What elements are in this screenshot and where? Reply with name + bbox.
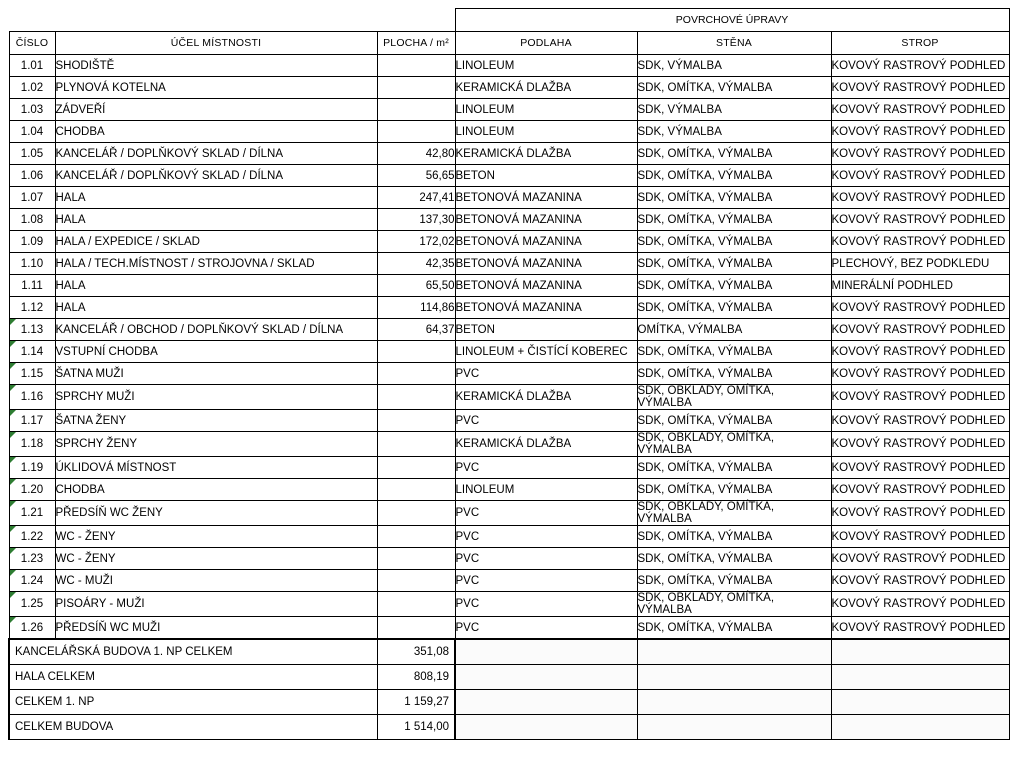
cell-ceiling-finish: KOVOVÝ RASTROVÝ PODHLED	[831, 187, 1009, 209]
cell-room-number: 1.21	[9, 501, 55, 526]
summary-body	[9, 639, 1009, 740]
cell-wall-finish: SDK, OMÍTKA, VÝMALBA	[637, 570, 831, 592]
cell-comment-marker-icon	[10, 592, 16, 598]
cell-wall-finish: SDK, OMÍTKA, VÝMALBA	[637, 617, 831, 640]
cell-floor-finish: PVC	[455, 570, 637, 592]
room-schedule-table	[8, 8, 1010, 740]
table-row	[9, 385, 1009, 410]
cell-room-number: 1.25	[9, 592, 55, 617]
cell-wall-finish: SDK, OMÍTKA, VÝMALBA	[637, 297, 831, 319]
cell-ceiling-finish: KOVOVÝ RASTROVÝ PODHLED	[831, 479, 1009, 501]
cell-room-number: 1.16	[9, 385, 55, 410]
table-row	[9, 253, 1009, 275]
cell-room-use: CHODBA	[55, 479, 377, 501]
cell-room-number: 1.08	[9, 209, 55, 231]
cell-ceiling-finish: KOVOVÝ RASTROVÝ PODHLED	[831, 592, 1009, 617]
cell-room-number: 1.13	[9, 319, 55, 341]
cell-ceiling-finish: KOVOVÝ RASTROVÝ PODHLED	[831, 319, 1009, 341]
cell-floor-finish: BETONOVÁ MAZANINA	[455, 253, 637, 275]
cell-floor-finish: LINOLEUM	[455, 55, 637, 77]
cell-room-area: 64,37	[377, 319, 455, 341]
table-row	[9, 209, 1009, 231]
cell-comment-marker-icon	[10, 548, 16, 554]
cell-room-use: ŠATNA ŽENY	[55, 410, 377, 432]
cell-room-use: ZÁDVEŘÍ	[55, 99, 377, 121]
summary-row	[9, 690, 1009, 715]
table-row	[9, 319, 1009, 341]
cell-room-number: 1.20	[9, 479, 55, 501]
cell-wall-finish: SDK, OMÍTKA, VÝMALBA	[637, 253, 831, 275]
header-group-surface-finishes: POVRCHOVÉ ÚPRAVY	[455, 9, 1009, 32]
cell-ceiling-finish: KOVOVÝ RASTROVÝ PODHLED	[831, 457, 1009, 479]
cell-comment-marker-icon	[10, 526, 16, 532]
cell-room-number: 1.22	[9, 526, 55, 548]
table-row	[9, 165, 1009, 187]
table-row	[9, 187, 1009, 209]
cell-floor-finish: BETONOVÁ MAZANINA	[455, 209, 637, 231]
cell-floor-finish: LINOLEUM	[455, 121, 637, 143]
table-row	[9, 548, 1009, 570]
summary-row	[9, 665, 1009, 690]
table-row	[9, 341, 1009, 363]
summary-blank-ceiling	[831, 639, 1009, 665]
cell-room-area	[377, 501, 455, 526]
cell-comment-marker-icon	[10, 410, 16, 416]
cell-wall-finish: SDK, OMÍTKA, VÝMALBA	[637, 410, 831, 432]
table-row	[9, 99, 1009, 121]
summary-blank-floor	[455, 639, 637, 665]
cell-floor-finish: BETON	[455, 165, 637, 187]
table-row	[9, 143, 1009, 165]
cell-room-use: VSTUPNÍ CHODBA	[55, 341, 377, 363]
summary-area: 808,19	[377, 665, 455, 690]
cell-wall-finish: OMÍTKA, VÝMALBA	[637, 319, 831, 341]
summary-label: CELKEM BUDOVA	[9, 715, 377, 740]
cell-floor-finish: KERAMICKÁ DLAŽBA	[455, 143, 637, 165]
cell-comment-marker-icon	[10, 570, 16, 576]
cell-room-use: WC - ŽENY	[55, 526, 377, 548]
cell-room-use: ŠATNA MUŽI	[55, 363, 377, 385]
cell-room-area	[377, 457, 455, 479]
cell-room-number: 1.03	[9, 99, 55, 121]
cell-floor-finish: PVC	[455, 592, 637, 617]
cell-wall-finish: SDK, OMÍTKA, VÝMALBA	[637, 77, 831, 99]
cell-floor-finish: BETONOVÁ MAZANINA	[455, 275, 637, 297]
cell-comment-marker-icon	[10, 479, 16, 485]
cell-room-use: HALA	[55, 187, 377, 209]
cell-room-use: KANCELÁŘ / DOPLŇKOVÝ SKLAD / DÍLNA	[55, 165, 377, 187]
cell-floor-finish: PVC	[455, 548, 637, 570]
cell-room-use: SPRCHY ŽENY	[55, 432, 377, 457]
cell-ceiling-finish: KOVOVÝ RASTROVÝ PODHLED	[831, 231, 1009, 253]
cell-room-use: SPRCHY MUŽI	[55, 385, 377, 410]
header-spacer-number	[9, 9, 55, 32]
summary-blank-ceiling	[831, 690, 1009, 715]
cell-room-area: 42,35	[377, 253, 455, 275]
cell-room-use: HALA	[55, 275, 377, 297]
cell-room-area: 42,80	[377, 143, 455, 165]
cell-room-number: 1.19	[9, 457, 55, 479]
cell-room-number: 1.11	[9, 275, 55, 297]
cell-room-area	[377, 55, 455, 77]
cell-room-number: 1.18	[9, 432, 55, 457]
cell-comment-marker-icon	[10, 501, 16, 507]
cell-room-use: WC - MUŽI	[55, 570, 377, 592]
cell-ceiling-finish: KOVOVÝ RASTROVÝ PODHLED	[831, 297, 1009, 319]
cell-room-number: 1.15	[9, 363, 55, 385]
cell-ceiling-finish: KOVOVÝ RASTROVÝ PODHLED	[831, 99, 1009, 121]
cell-room-number: 1.04	[9, 121, 55, 143]
cell-room-number: 1.05	[9, 143, 55, 165]
header-spacer-area	[377, 9, 455, 32]
summary-label: KANCELÁŘSKÁ BUDOVA 1. NP CELKEM	[9, 639, 377, 665]
cell-room-area: 172,02	[377, 231, 455, 253]
cell-wall-finish: SDK, OBKLADY, OMÍTKA, VÝMALBA	[637, 385, 831, 410]
cell-room-area	[377, 341, 455, 363]
cell-wall-finish: SDK, OMÍTKA, VÝMALBA	[637, 548, 831, 570]
cell-wall-finish: SDK, OMÍTKA, VÝMALBA	[637, 341, 831, 363]
summary-blank-wall	[637, 665, 831, 690]
table-row	[9, 77, 1009, 99]
cell-room-area	[377, 121, 455, 143]
summary-area: 1 514,00	[377, 715, 455, 740]
cell-comment-marker-icon	[10, 341, 16, 347]
cell-ceiling-finish: KOVOVÝ RASTROVÝ PODHLED	[831, 385, 1009, 410]
cell-room-use: HALA	[55, 209, 377, 231]
column-header-number: ČÍSLO	[9, 32, 55, 55]
summary-blank-wall	[637, 639, 831, 665]
cell-room-area	[377, 617, 455, 640]
cell-room-use: HALA	[55, 297, 377, 319]
cell-wall-finish: SDK, OMÍTKA, VÝMALBA	[637, 209, 831, 231]
cell-floor-finish: KERAMICKÁ DLAŽBA	[455, 385, 637, 410]
table-row	[9, 410, 1009, 432]
cell-wall-finish: SDK, OBKLADY, OMÍTKA, VÝMALBA	[637, 501, 831, 526]
summary-blank-floor	[455, 715, 637, 740]
cell-ceiling-finish: KOVOVÝ RASTROVÝ PODHLED	[831, 570, 1009, 592]
cell-wall-finish: SDK, OMÍTKA, VÝMALBA	[637, 231, 831, 253]
column-header-wall: STĚNA	[637, 32, 831, 55]
cell-room-number: 1.26	[9, 617, 55, 640]
table-row	[9, 592, 1009, 617]
cell-ceiling-finish: KOVOVÝ RASTROVÝ PODHLED	[831, 363, 1009, 385]
cell-room-use: CHODBA	[55, 121, 377, 143]
cell-floor-finish: LINOLEUM	[455, 99, 637, 121]
cell-ceiling-finish: KOVOVÝ RASTROVÝ PODHLED	[831, 55, 1009, 77]
cell-ceiling-finish: PLECHOVÝ, BEZ PODKLEDU	[831, 253, 1009, 275]
cell-room-use: PŘEDSÍŇ WC MUŽI	[55, 617, 377, 640]
cell-ceiling-finish: KOVOVÝ RASTROVÝ PODHLED	[831, 209, 1009, 231]
cell-floor-finish: KERAMICKÁ DLAŽBA	[455, 77, 637, 99]
cell-room-use: SHODIŠTĚ	[55, 55, 377, 77]
cell-room-use: KANCELÁŘ / DOPLŇKOVÝ SKLAD / DÍLNA	[55, 143, 377, 165]
table-row	[9, 526, 1009, 548]
cell-room-area: 114,86	[377, 297, 455, 319]
cell-room-use: PISOÁRY - MUŽI	[55, 592, 377, 617]
cell-floor-finish: BETON	[455, 319, 637, 341]
cell-floor-finish: KERAMICKÁ DLAŽBA	[455, 432, 637, 457]
summary-blank-ceiling	[831, 665, 1009, 690]
cell-room-use: KANCELÁŘ / OBCHOD / DOPLŇKOVÝ SKLAD / DÍLNA	[55, 319, 377, 341]
cell-wall-finish: SDK, VÝMALBA	[637, 99, 831, 121]
cell-room-number: 1.09	[9, 231, 55, 253]
cell-ceiling-finish: KOVOVÝ RASTROVÝ PODHLED	[831, 165, 1009, 187]
cell-comment-marker-icon	[10, 432, 16, 438]
cell-room-use: WC - ŽENY	[55, 548, 377, 570]
column-header-ceiling: STROP	[831, 32, 1009, 55]
column-header-use: ÚČEL MÍSTNOSTI	[55, 32, 377, 55]
cell-wall-finish: SDK, OMÍTKA, VÝMALBA	[637, 143, 831, 165]
cell-comment-marker-icon	[10, 617, 16, 623]
room-schedule-sheet	[8, 8, 1008, 740]
summary-blank-wall	[637, 690, 831, 715]
cell-room-area	[377, 570, 455, 592]
cell-room-number: 1.02	[9, 77, 55, 99]
cell-room-area	[377, 385, 455, 410]
cell-ceiling-finish: KOVOVÝ RASTROVÝ PODHLED	[831, 341, 1009, 363]
summary-blank-wall	[637, 715, 831, 740]
cell-room-area: 56,65	[377, 165, 455, 187]
table-row	[9, 297, 1009, 319]
cell-ceiling-finish: KOVOVÝ RASTROVÝ PODHLED	[831, 501, 1009, 526]
cell-room-area	[377, 548, 455, 570]
table-row	[9, 55, 1009, 77]
cell-floor-finish: PVC	[455, 363, 637, 385]
header-spacer-use	[55, 9, 377, 32]
table-row	[9, 121, 1009, 143]
cell-room-number: 1.06	[9, 165, 55, 187]
summary-blank-floor	[455, 665, 637, 690]
summary-row	[9, 715, 1009, 740]
cell-room-use: PŘEDSÍŇ WC ŽENY	[55, 501, 377, 526]
cell-room-number: 1.10	[9, 253, 55, 275]
cell-room-area	[377, 479, 455, 501]
cell-room-number: 1.12	[9, 297, 55, 319]
cell-room-use: PLYNOVÁ KOTELNA	[55, 77, 377, 99]
cell-room-number: 1.01	[9, 55, 55, 77]
cell-room-number: 1.23	[9, 548, 55, 570]
cell-ceiling-finish: KOVOVÝ RASTROVÝ PODHLED	[831, 121, 1009, 143]
summary-label: CELKEM 1. NP	[9, 690, 377, 715]
column-header-area: PLOCHA / m²	[377, 32, 455, 55]
cell-room-use: HALA / TECH.MÍSTNOST / STROJOVNA / SKLAD	[55, 253, 377, 275]
cell-room-number: 1.17	[9, 410, 55, 432]
cell-wall-finish: SDK, VÝMALBA	[637, 55, 831, 77]
cell-room-area	[377, 363, 455, 385]
cell-comment-marker-icon	[10, 385, 16, 391]
cell-wall-finish: SDK, OMÍTKA, VÝMALBA	[637, 526, 831, 548]
table-row	[9, 501, 1009, 526]
cell-room-area: 247,41	[377, 187, 455, 209]
summary-area: 351,08	[377, 639, 455, 665]
cell-comment-marker-icon	[10, 457, 16, 463]
cell-wall-finish: SDK, OBKLADY, OMÍTKA, VÝMALBA	[637, 592, 831, 617]
cell-room-area: 65,50	[377, 275, 455, 297]
cell-floor-finish: PVC	[455, 526, 637, 548]
cell-ceiling-finish: KOVOVÝ RASTROVÝ PODHLED	[831, 548, 1009, 570]
cell-floor-finish: PVC	[455, 457, 637, 479]
cell-comment-marker-icon	[10, 363, 16, 369]
cell-ceiling-finish: KOVOVÝ RASTROVÝ PODHLED	[831, 526, 1009, 548]
cell-floor-finish: PVC	[455, 410, 637, 432]
cell-room-area	[377, 526, 455, 548]
cell-room-area: 137,30	[377, 209, 455, 231]
cell-wall-finish: SDK, OBKLADY, OMÍTKA, VÝMALBA	[637, 432, 831, 457]
summary-blank-ceiling	[831, 715, 1009, 740]
cell-wall-finish: SDK, VÝMALBA	[637, 121, 831, 143]
summary-blank-floor	[455, 690, 637, 715]
cell-room-area	[377, 592, 455, 617]
table-row	[9, 479, 1009, 501]
cell-floor-finish: LINOLEUM	[455, 479, 637, 501]
cell-room-use: HALA / EXPEDICE / SKLAD	[55, 231, 377, 253]
cell-room-area	[377, 99, 455, 121]
cell-ceiling-finish: KOVOVÝ RASTROVÝ PODHLED	[831, 617, 1009, 640]
summary-row	[9, 639, 1009, 665]
table-row	[9, 432, 1009, 457]
cell-room-number: 1.24	[9, 570, 55, 592]
table-body	[9, 55, 1009, 640]
cell-ceiling-finish: KOVOVÝ RASTROVÝ PODHLED	[831, 410, 1009, 432]
table-header	[9, 9, 1009, 55]
cell-room-number: 1.07	[9, 187, 55, 209]
table-row	[9, 617, 1009, 640]
table-row	[9, 231, 1009, 253]
cell-room-use: ÚKLIDOVÁ MÍSTNOST	[55, 457, 377, 479]
summary-label: HALA CELKEM	[9, 665, 377, 690]
cell-wall-finish: SDK, OMÍTKA, VÝMALBA	[637, 165, 831, 187]
summary-area: 1 159,27	[377, 690, 455, 715]
table-row	[9, 363, 1009, 385]
cell-floor-finish: PVC	[455, 617, 637, 640]
cell-room-number: 1.14	[9, 341, 55, 363]
cell-wall-finish: SDK, OMÍTKA, VÝMALBA	[637, 363, 831, 385]
cell-floor-finish: BETONOVÁ MAZANINA	[455, 297, 637, 319]
cell-wall-finish: SDK, OMÍTKA, VÝMALBA	[637, 479, 831, 501]
cell-ceiling-finish: KOVOVÝ RASTROVÝ PODHLED	[831, 432, 1009, 457]
cell-wall-finish: SDK, OMÍTKA, VÝMALBA	[637, 275, 831, 297]
cell-room-area	[377, 410, 455, 432]
cell-floor-finish: LINOLEUM + ČISTÍCÍ KOBEREC	[455, 341, 637, 363]
table-row	[9, 570, 1009, 592]
cell-floor-finish: BETONOVÁ MAZANINA	[455, 231, 637, 253]
header-row-columns	[9, 32, 1009, 55]
cell-wall-finish: SDK, OMÍTKA, VÝMALBA	[637, 457, 831, 479]
table-row	[9, 275, 1009, 297]
cell-floor-finish: BETONOVÁ MAZANINA	[455, 187, 637, 209]
cell-ceiling-finish: KOVOVÝ RASTROVÝ PODHLED	[831, 77, 1009, 99]
header-row-group	[9, 9, 1009, 32]
cell-room-area	[377, 432, 455, 457]
cell-floor-finish: PVC	[455, 501, 637, 526]
cell-room-area	[377, 77, 455, 99]
cell-ceiling-finish: MINERÁLNÍ PODHLED	[831, 275, 1009, 297]
table-row	[9, 457, 1009, 479]
cell-ceiling-finish: KOVOVÝ RASTROVÝ PODHLED	[831, 143, 1009, 165]
cell-comment-marker-icon	[10, 319, 16, 325]
column-header-floor: PODLAHA	[455, 32, 637, 55]
cell-wall-finish: SDK, OMÍTKA, VÝMALBA	[637, 187, 831, 209]
